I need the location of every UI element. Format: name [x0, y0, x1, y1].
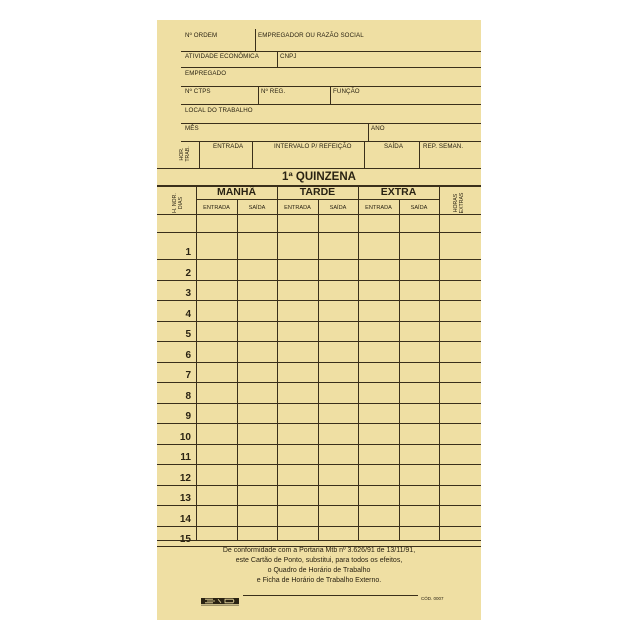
rule [157, 214, 481, 215]
rule [181, 123, 481, 124]
hor-trab-label: HOR. TRAB. [179, 146, 191, 162]
day-number: 3 [185, 288, 191, 299]
group-extra: EXTRA [380, 186, 417, 198]
row-separator [157, 526, 481, 527]
cnpj-label: CNPJ [280, 53, 297, 60]
form-code: CÓD. 0007 [421, 596, 444, 601]
day-number: 2 [185, 267, 191, 279]
row-separator [157, 321, 481, 322]
group-tarde: TARDE [299, 186, 336, 198]
day-number: 9 [185, 411, 191, 422]
row-separator [157, 382, 481, 383]
day-number: 7 [185, 370, 191, 381]
row-separator [157, 423, 481, 424]
row-separator [157, 341, 481, 342]
rule [181, 67, 481, 68]
footer-note: De conformidade com a Portaria Mtb nº 3.626/91 de 13/11/91, este Cartão de Ponto, substitui, para todos os efeitos, o Quadro de Horário de Trabalho e Ficha de Horário de Trabalho Externo. [222, 547, 416, 584]
day-number: 8 [185, 390, 191, 402]
rule [157, 232, 481, 233]
rule [181, 141, 481, 142]
tarde-entrada: ENTRADA [284, 205, 311, 211]
row-separator [157, 403, 481, 404]
row-separator [157, 280, 481, 281]
group-manha: MANHÃ [216, 186, 257, 198]
day-number: 6 [185, 349, 191, 361]
rule [157, 168, 481, 169]
intervalo-label: INTERVALO P/ REFEIÇÃO [274, 143, 352, 150]
empregado-label: EMPREGADO [185, 70, 227, 77]
tarde-saida: SAÍDA [329, 205, 347, 211]
day-number: 11 [180, 452, 191, 463]
row-separator [157, 300, 481, 301]
mes-label: MÊS [185, 125, 199, 132]
page-title: 1ª QUINZENA [282, 171, 356, 183]
day-number: 15 [179, 534, 191, 545]
row-separator [157, 259, 481, 260]
horas-extras-label: HORAS EXTRAS [453, 192, 465, 214]
rule [181, 51, 481, 52]
row-separator [157, 444, 481, 445]
extra-entrada: ENTRADA [365, 205, 392, 211]
funcao-label: FUNÇÃO [333, 88, 360, 95]
empregador-label: EMPREGADOR OU RAZÃO SOCIAL [258, 32, 364, 39]
day-number: 14 [179, 513, 191, 525]
ano-label: ANO [371, 125, 385, 132]
day-number: 13 [179, 493, 191, 504]
manha-saida: SAÍDA [248, 205, 266, 211]
timecard [157, 20, 481, 620]
local-label: LOCAL DO TRABALHO [185, 107, 253, 114]
divider [237, 199, 238, 540]
day-number: 12 [179, 472, 191, 484]
brand-logo [201, 598, 239, 606]
reg-label: Nº REG. [261, 88, 286, 95]
divider [419, 141, 420, 168]
row-separator [157, 485, 481, 486]
ctps-label: Nº CTPS [185, 88, 211, 95]
rule [157, 540, 481, 541]
divider [318, 199, 319, 540]
divider [199, 141, 200, 168]
day-number: 1 [185, 247, 191, 258]
manha-entrada: ENTRADA [203, 205, 230, 211]
hnor-dias-label: H. NOR. DIAS [172, 193, 184, 213]
rule [181, 104, 481, 105]
row-separator [157, 464, 481, 465]
signature-line [243, 595, 418, 596]
entrada-label: ENTRADA [213, 143, 244, 150]
row-separator [157, 362, 481, 363]
divider [255, 29, 256, 51]
atividade-label: ATIVIDADE ECONÔMICA [185, 53, 259, 60]
divider [330, 86, 331, 104]
divider [399, 199, 400, 540]
divider [258, 86, 259, 104]
ordem-label: Nº ORDEM [185, 32, 218, 39]
divider [364, 141, 365, 168]
extra-saida: SAÍDA [410, 205, 428, 211]
rep-seman-label: REP. SEMAN. [423, 143, 464, 150]
divider [252, 141, 253, 168]
day-number: 5 [185, 329, 191, 340]
divider [368, 123, 369, 141]
rule [181, 86, 481, 87]
divider [277, 51, 278, 67]
saida-label: SAÍDA [384, 143, 404, 150]
day-number: 4 [185, 308, 191, 320]
day-number: 10 [179, 431, 191, 443]
row-separator [157, 505, 481, 506]
